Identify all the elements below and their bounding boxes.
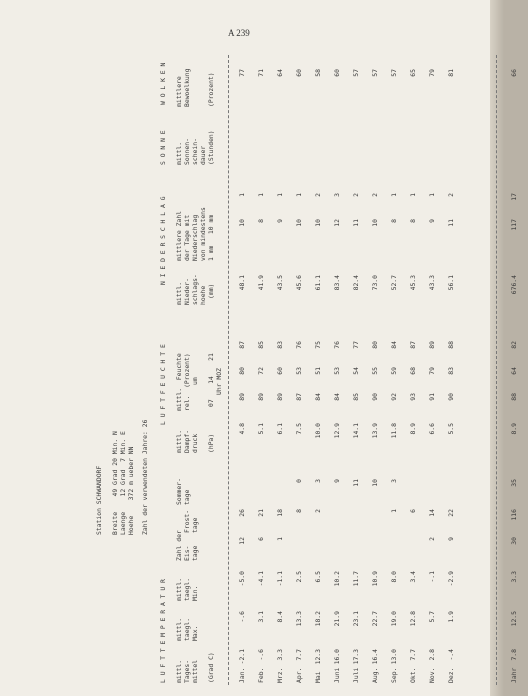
table-cell: -2.1 <box>238 649 246 665</box>
table-cell: 73.0 <box>371 275 379 291</box>
table-cell: 18 <box>276 509 284 517</box>
page-number: A 239 <box>228 28 250 38</box>
table-cell: 117 <box>510 219 518 231</box>
table-cell: 1 <box>276 193 284 197</box>
table-cell: 23.1 <box>352 611 360 627</box>
table-cell: 8.9 <box>510 423 518 435</box>
row-month-label: Mrz. <box>276 667 284 683</box>
table-cell: 57 <box>371 69 379 77</box>
table-cell: 2 <box>371 193 379 197</box>
hdr-tagesmittel-1: mittl. <box>175 659 183 683</box>
table-cell: 89 <box>428 341 436 349</box>
table-cell: 60 <box>333 69 341 77</box>
table-cell: 53 <box>333 367 341 375</box>
hdr-nied-2: Nieder- <box>183 278 191 305</box>
hdr-dampf-1: mittl. <box>175 429 183 453</box>
table-cell: 1.9 <box>447 611 455 623</box>
table-cell: 77 <box>238 69 246 77</box>
table-cell: 2.8 <box>428 649 436 661</box>
table-cell: 87 <box>295 393 303 401</box>
table-cell: 16.4 <box>371 649 379 665</box>
table-cell: 14 <box>428 509 436 517</box>
table-cell: 72 <box>257 367 265 375</box>
hdr-dampf-2: Dampf- <box>183 429 191 453</box>
hdr-nied-3: schlags- <box>191 274 199 305</box>
table-cell: 85 <box>257 341 265 349</box>
table-cell: 3.4 <box>409 571 417 583</box>
table-cell: 30 <box>510 537 518 545</box>
table-cell: 11.8 <box>390 423 398 439</box>
table-cell: 7.5 <box>295 423 303 435</box>
table-cell: 10.9 <box>371 571 379 587</box>
table-cell: 57 <box>390 69 398 77</box>
table-cell: 93 <box>409 393 417 401</box>
table-cell: -.4 <box>447 649 455 661</box>
table-cell: 89 <box>238 393 246 401</box>
unit-temp: (Grad C) <box>207 652 215 683</box>
table-cell: 17.3 <box>352 649 360 665</box>
table-cell: 18.2 <box>314 611 322 627</box>
table-cell: 83.4 <box>333 275 341 291</box>
group-luftfeuchte: L U F T F E U C H T E <box>159 344 167 425</box>
table-cell: 6 <box>257 537 265 541</box>
hdr-bew-2: Bewoelkung <box>183 68 191 107</box>
table-cell: 17 <box>510 193 518 201</box>
hdr-max-3: Max. <box>191 625 199 641</box>
table-cell: 21 <box>257 509 265 517</box>
unit-rel2: Uhr MOZ <box>215 368 223 395</box>
row-month-label: Mai <box>314 671 322 683</box>
climate-table <box>88 45 528 685</box>
hdr-tagesmittel-2: Tages- <box>183 659 191 683</box>
table-cell: 51 <box>314 367 322 375</box>
hdr-zahl: Zahl der <box>175 530 183 561</box>
hdr-rel-1: mittl. Feuchte <box>175 353 183 411</box>
table-cell: 10 <box>371 219 379 227</box>
table-cell: 12.3 <box>314 649 322 665</box>
table-cell: 12 <box>238 537 246 545</box>
table-cell: 57 <box>352 69 360 77</box>
table-cell: 5.5 <box>447 423 455 435</box>
table-cell: 2 <box>314 193 322 197</box>
table-cell: 12.8 <box>409 611 417 627</box>
table-cell: 45.6 <box>295 275 303 291</box>
table-cell: 85 <box>352 393 360 401</box>
table-cell: 89 <box>257 393 265 401</box>
table-cell: -.1 <box>428 571 436 583</box>
table-cell: 6.6 <box>428 423 436 435</box>
table-cell: 4.8 <box>238 423 246 435</box>
table-cell: 1 <box>257 193 265 197</box>
table-cell: -2.9 <box>447 571 455 587</box>
table-cell: 3.3 <box>510 571 518 583</box>
unit-sonnen: (Stunden) <box>207 130 215 165</box>
station-jahre: Zahl der verwendeten Jahre: 26 <box>141 419 149 535</box>
hdr-nied-1: mittl. <box>175 281 183 305</box>
table-cell: 6.5 <box>314 571 322 583</box>
table-cell: 45.3 <box>409 275 417 291</box>
unit-bew: (Prozent) <box>207 72 215 107</box>
table-cell: 1 <box>428 193 436 197</box>
table-cell: 65 <box>409 69 417 77</box>
unit-mm: (mm) <box>207 283 215 299</box>
table-cell: 10 <box>295 219 303 227</box>
hdr-rel-2: rel. (Prozent) <box>183 353 191 411</box>
table-cell: 1 <box>390 193 398 197</box>
table-cell: 2 <box>447 193 455 197</box>
hdr-sonnen-2: Sonnen- <box>183 138 191 165</box>
table-cell: 84 <box>314 393 322 401</box>
table-cell: 35 <box>510 479 518 487</box>
table-cell: 14.1 <box>352 423 360 439</box>
table-cell: 3 <box>333 193 341 197</box>
table-cell: 10 <box>314 219 322 227</box>
table-cell: 59 <box>390 367 398 375</box>
table-cell: 9 <box>428 219 436 223</box>
table-cell: 91 <box>428 393 436 401</box>
table-cell: 81 <box>447 69 455 77</box>
hdr-nied-4: hoehe <box>199 285 207 305</box>
table-cell: 2.5 <box>295 571 303 583</box>
table-cell: 80 <box>238 367 246 375</box>
table-cell: 54 <box>352 367 360 375</box>
table-cell: 116 <box>510 509 518 521</box>
table-cell: 13.0 <box>390 649 398 665</box>
table-cell: 8.4 <box>276 611 284 623</box>
table-cell: 83 <box>276 341 284 349</box>
table-cell: 6.1 <box>276 423 284 435</box>
table-cell: 41.9 <box>257 275 265 291</box>
table-cell: 83 <box>447 367 455 375</box>
table-cell: -4.1 <box>257 571 265 587</box>
table-cell: 3.1 <box>257 611 265 623</box>
table-cell: 82.4 <box>352 275 360 291</box>
hdr-tagenied-2: der Tage mit <box>183 214 191 261</box>
table-cell: 3 <box>390 479 398 483</box>
table-cell: 10.2 <box>333 571 341 587</box>
row-month-label: Juni <box>333 667 341 683</box>
table-cell: 1 <box>390 509 398 513</box>
hdr-max-2: taegl. <box>183 617 191 641</box>
table-cell: 11.7 <box>352 571 360 587</box>
hdr-frosttage-1: Frost- <box>183 509 191 533</box>
table-cell: 7.7 <box>409 649 417 661</box>
table-cell: 11 <box>447 219 455 227</box>
hdr-frosttage-2: tage <box>191 517 199 533</box>
row-month-label: Feb. <box>257 667 265 683</box>
table-cell: -.6 <box>238 611 246 623</box>
table-cell: 89 <box>276 393 284 401</box>
hdr-sonnen-4: dauer <box>199 145 207 165</box>
hdr-sonnen-3: schein- <box>191 138 199 165</box>
table-cell: 55 <box>371 367 379 375</box>
hdr-tagenied-1: mittlere Zahl <box>175 210 183 261</box>
table-cell: 53 <box>295 367 303 375</box>
table-cell: 1 <box>409 193 417 197</box>
table-cell: 1 <box>238 193 246 197</box>
table-cell: 8.0 <box>390 571 398 583</box>
table-cell: 6 <box>409 509 417 513</box>
hdr-sommertage-2: tage <box>183 489 191 505</box>
table-cell: 8 <box>257 219 265 223</box>
table-cell: 16.0 <box>333 649 341 665</box>
footer-rule <box>496 55 497 685</box>
table-cell: 90 <box>447 393 455 401</box>
unit-dampf: (hPa) <box>207 433 215 453</box>
station-breite: Breite 49 Grad 20 Min. N <box>111 431 119 535</box>
table-cell: 60 <box>276 367 284 375</box>
station-title: Station SCHWANDORF <box>95 465 103 535</box>
hdr-dampf-3: druck <box>191 433 199 453</box>
table-cell: 11 <box>352 479 360 487</box>
group-niederschlag: N I E D E R S C H L A G <box>159 196 167 285</box>
hdr-tagenied-4: von mindestens <box>199 207 207 261</box>
table-cell: 9 <box>447 537 455 541</box>
table-cell: 13.9 <box>371 423 379 439</box>
table-cell: 87 <box>238 341 246 349</box>
table-cell: 1 <box>276 537 284 541</box>
table-cell: 64 <box>276 69 284 77</box>
hdr-bew-1: mittlere <box>175 76 183 107</box>
table-cell: 3 <box>314 479 322 483</box>
hdr-max-1: mittl. <box>175 617 183 641</box>
table-cell: 82 <box>510 341 518 349</box>
table-cell: 8 <box>295 509 303 513</box>
table-cell: 90 <box>371 393 379 401</box>
table-cell: -5.0 <box>238 571 246 587</box>
row-month-label: Sep. <box>390 667 398 683</box>
hdr-tagenied-5: 1 mm 10 mm <box>207 214 215 261</box>
table-cell: 61.1 <box>314 275 322 291</box>
table-cell: 87 <box>409 341 417 349</box>
hdr-sommertage-1: Sommer- <box>175 478 183 505</box>
table-cell: 71 <box>257 69 265 77</box>
table-cell: 8 <box>390 219 398 223</box>
table-cell: 76 <box>295 341 303 349</box>
hdr-eistage-2: tage <box>191 545 199 561</box>
table-cell: 12.9 <box>333 423 341 439</box>
table-cell: 19.0 <box>390 611 398 627</box>
table-cell: 79 <box>428 69 436 77</box>
table-cell: 10.0 <box>314 423 322 439</box>
table-cell: 66 <box>510 69 518 77</box>
table-cell: 10 <box>371 479 379 487</box>
row-month-label: Okt. <box>409 667 417 683</box>
hdr-tagenied-3: Niederschlag <box>191 214 199 261</box>
row-month-label: Juli <box>352 667 360 683</box>
group-wolken: W O L K E N <box>159 62 167 105</box>
table-cell: 12.5 <box>510 611 518 627</box>
table-cell: 56.1 <box>447 275 455 291</box>
table-cell: 5.7 <box>428 611 436 623</box>
unit-rel: 07 14 21 <box>207 353 215 407</box>
table-cell: -.6 <box>257 649 265 661</box>
table-cell: 26 <box>238 509 246 517</box>
table-cell: 84 <box>333 393 341 401</box>
row-month-label: Nov. <box>428 667 436 683</box>
row-month-label: Aug. <box>371 667 379 683</box>
table-cell: 64 <box>510 367 518 375</box>
table-cell: 22.7 <box>371 611 379 627</box>
table-cell: 22 <box>447 509 455 517</box>
hdr-rel-3: um <box>191 377 199 385</box>
table-cell: 9 <box>333 479 341 483</box>
group-sonne: S O N N E <box>159 130 167 165</box>
table-cell: 60 <box>295 69 303 77</box>
table-cell: 77 <box>352 341 360 349</box>
table-cell: 676.4 <box>510 275 518 295</box>
hdr-sonnen-1: mittl. <box>175 141 183 165</box>
table-cell: 8 <box>409 219 417 223</box>
table-cell: 76 <box>333 341 341 349</box>
row-month-label: Jan. <box>238 667 246 683</box>
row-month-label: Apr. <box>295 667 303 683</box>
hdr-min-2: taegl. <box>183 577 191 601</box>
table-cell: 21.9 <box>333 611 341 627</box>
table-cell: 5.1 <box>257 423 265 435</box>
table-cell: 92 <box>390 393 398 401</box>
row-month-label: Dez. <box>447 667 455 683</box>
table-cell: 2 <box>314 509 322 513</box>
hdr-min-1: mittl. <box>175 577 183 601</box>
table-cell: 3.3 <box>276 649 284 661</box>
table-cell: 10 <box>238 219 246 227</box>
table-cell: 13.3 <box>295 611 303 627</box>
table-cell: 84 <box>390 341 398 349</box>
header-rule <box>228 55 229 685</box>
table-cell: 8.9 <box>409 423 417 435</box>
table-cell: 7.8 <box>510 649 518 661</box>
hdr-min-3: Min. <box>191 585 199 601</box>
table-cell: 1 <box>295 193 303 197</box>
row-month-label: Jahr <box>510 667 518 683</box>
table-cell: 9 <box>276 219 284 223</box>
table-cell: 58 <box>314 69 322 77</box>
table-cell: 2 <box>428 537 436 541</box>
station-hoehe: Hoehe 372 m ueber NN <box>127 446 135 535</box>
table-cell: 12 <box>333 219 341 227</box>
table-cell: 68 <box>409 367 417 375</box>
table-cell: 11 <box>352 219 360 227</box>
table-cell: 88 <box>447 341 455 349</box>
table-cell: 80 <box>371 341 379 349</box>
station-laenge: Laenge 12 Grad 7 Min. E <box>119 431 127 535</box>
table-cell: 88 <box>510 393 518 401</box>
table-cell: 7.7 <box>295 649 303 661</box>
table-cell: 48.1 <box>238 275 246 291</box>
table-cell: 43.3 <box>428 275 436 291</box>
table-cell: -1.1 <box>276 571 284 587</box>
table-cell: 52.7 <box>390 275 398 291</box>
table-cell: 75 <box>314 341 322 349</box>
hdr-eistage-1: Eis- <box>183 545 191 561</box>
table-cell: 2 <box>352 193 360 197</box>
table-cell: 79 <box>428 367 436 375</box>
table-cell: 0 <box>295 479 303 483</box>
hdr-tagesmittel-3: mittel <box>191 659 199 683</box>
table-cell: 43.5 <box>276 275 284 291</box>
group-lufttemperatur: L U F T T E M P E R A T U R <box>159 579 167 683</box>
